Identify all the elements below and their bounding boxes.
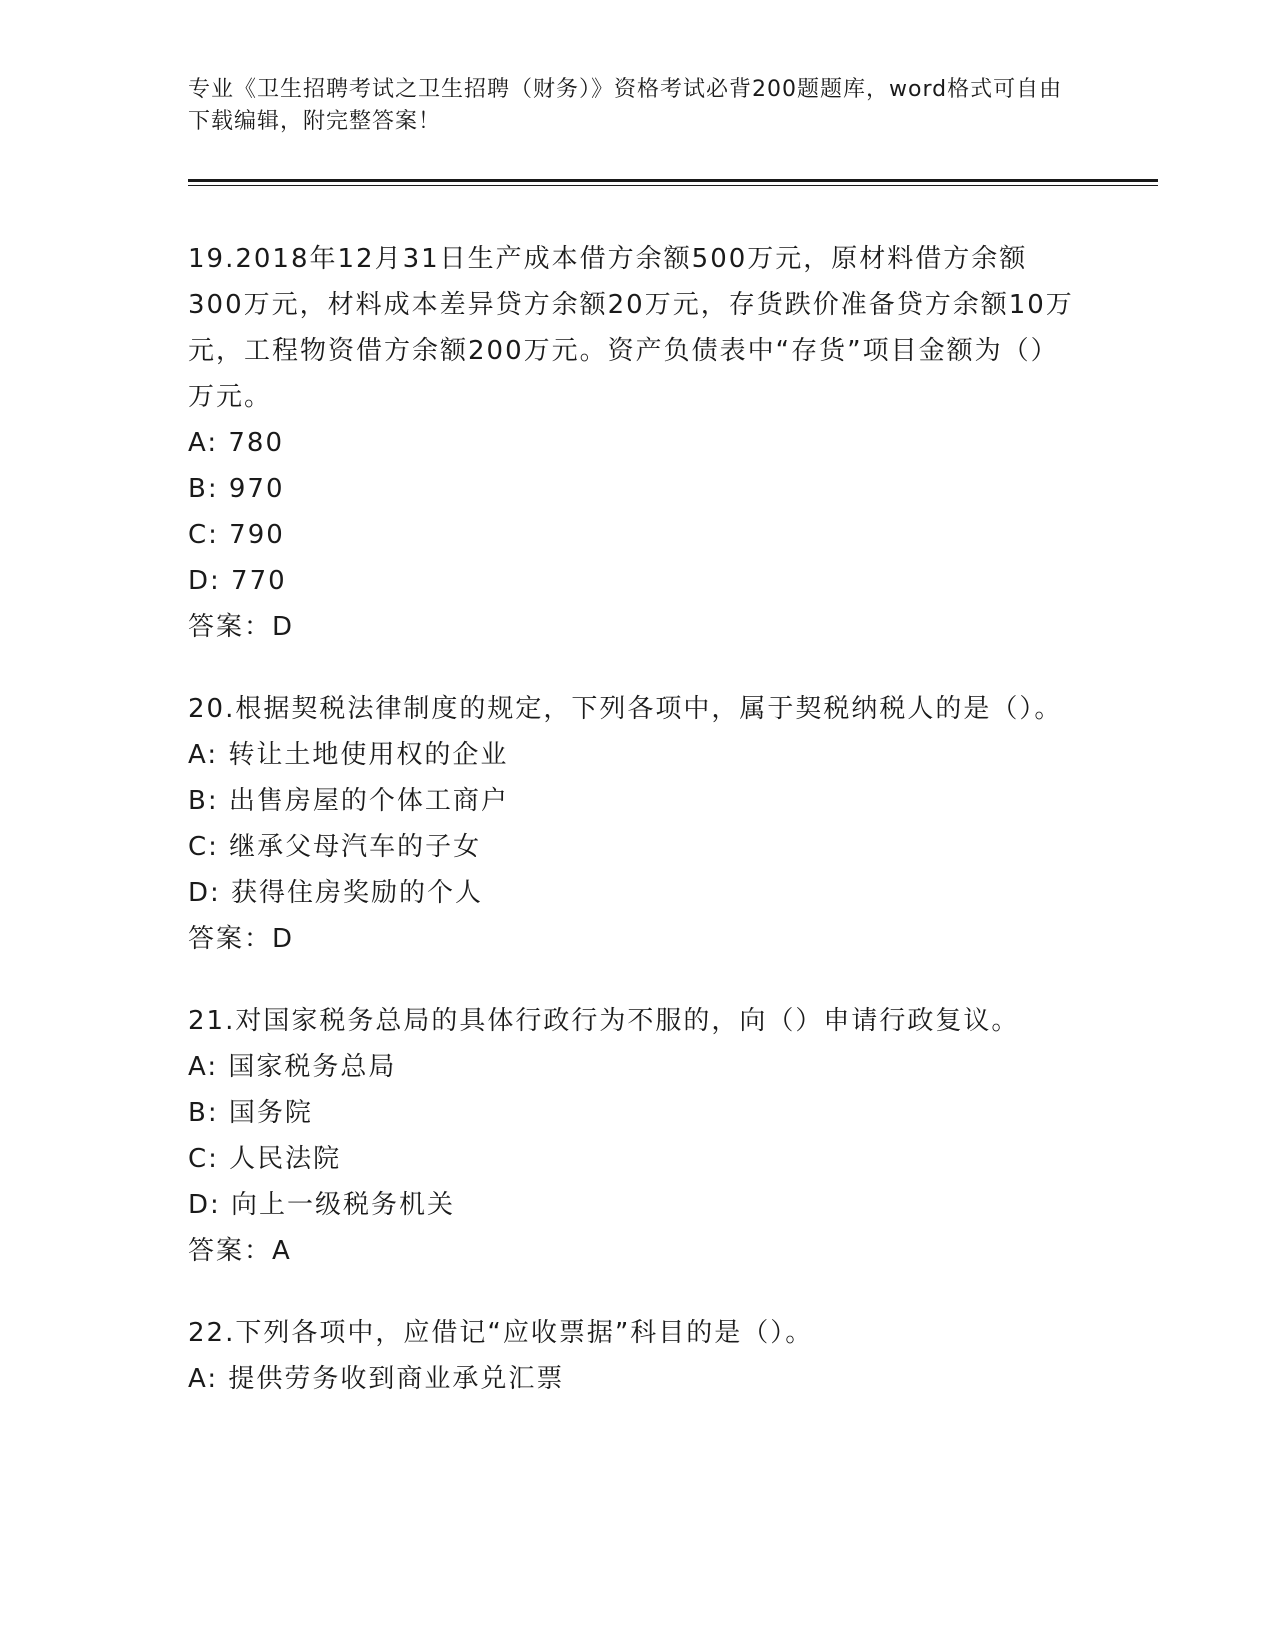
question-stem: 21.对国家税务总局的具体行政行为不服的，向（）申请行政复议。 (188, 1006, 1020, 1036)
document-header: 专业《卫生招聘考试之卫生招聘（财务）》资格考试必背200题题库，word格式可自由下载编辑，附完整答案！ (188, 77, 1063, 134)
question-stem: 19.2018年12月31日生产成本借方余额500万元，原材料借方余额300万元，材料成本差异贷方余额20万元，存货跌价准备贷方余额10万元，工程物资借方余额200万元。资产负债表中“存货”项目金额为（）万元。 (188, 244, 1074, 412)
option-a: A: 国家税务总局 (188, 1052, 397, 1082)
option-d: D: 770 (188, 566, 287, 596)
question-list (188, 236, 1078, 1438)
question-stem: 22.下列各项中，应借记“应收票据”科目的是（）。 (188, 1318, 814, 1348)
question-22 (188, 1310, 1078, 1402)
header-divider-thick (188, 179, 1158, 182)
question-20 (188, 686, 1078, 962)
option-d: D: 获得住房奖励的个人 (188, 878, 484, 908)
answer: 答案：D (188, 924, 295, 954)
header-divider-thin (188, 185, 1158, 186)
question-21 (188, 998, 1078, 1274)
option-a: A: 780 (188, 428, 284, 458)
option-c: C: 790 (188, 520, 285, 550)
option-b: B: 国务院 (188, 1098, 313, 1128)
answer: 答案：D (188, 612, 295, 642)
option-a: A: 转让土地使用权的企业 (188, 740, 509, 770)
option-c: C: 人民法院 (188, 1144, 342, 1174)
option-d: D: 向上一级税务机关 (188, 1190, 456, 1220)
option-b: B: 970 (188, 474, 285, 504)
option-c: C: 继承父母汽车的子女 (188, 832, 482, 862)
question-stem: 20.根据契税法律制度的规定，下列各项中，属于契税纳税人的是（）。 (188, 694, 1063, 724)
question-19 (188, 236, 1078, 650)
option-a: A: 提供劳务收到商业承兑汇票 (188, 1364, 565, 1394)
answer: 答案：A (188, 1236, 292, 1266)
option-b: B: 出售房屋的个体工商户 (188, 786, 509, 816)
